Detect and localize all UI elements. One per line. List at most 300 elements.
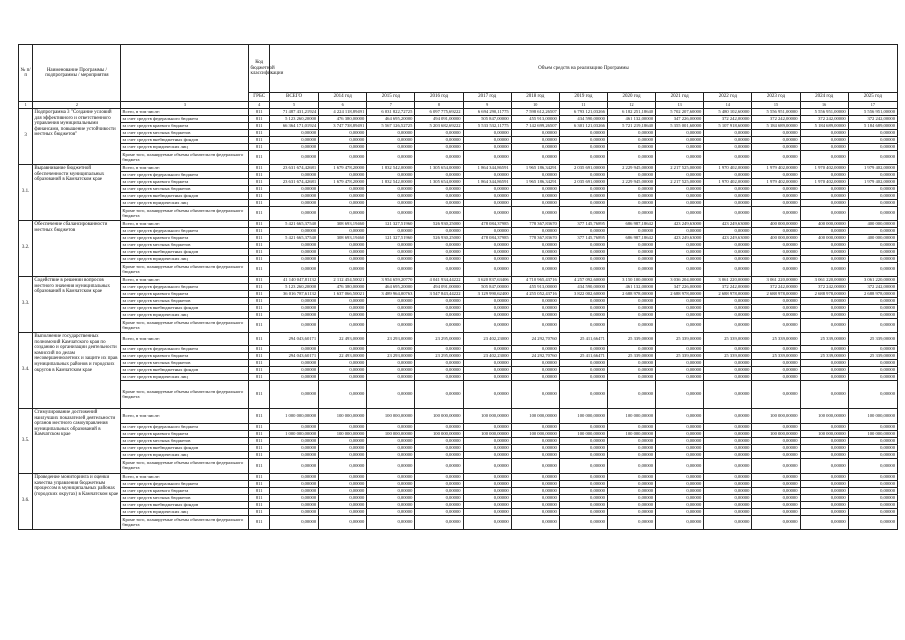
value-year: 0,00000 (511, 381, 559, 409)
value-year: 0,00000 (656, 509, 704, 516)
grbs-code: 811 (249, 109, 269, 116)
value-year: 377 145,76895 (559, 235, 607, 242)
value-year: 0,00000 (800, 193, 848, 200)
row-number: 3.6. (19, 474, 33, 530)
value-year: 100 000,00000 (800, 409, 848, 424)
value-year: 2 035 691,00000 (559, 165, 607, 172)
grbs-code: 811 (249, 151, 269, 165)
value-year: 0,00000 (511, 137, 559, 144)
value-year: 0,00000 (415, 438, 463, 445)
table-row (19, 509, 898, 516)
value-year: 2 229 945,00000 (607, 165, 655, 172)
value-year: 2 688 978,00000 (800, 291, 848, 298)
grbs-code: 811 (249, 291, 269, 298)
funding-source: за счет средств внебюджетных фондов (121, 137, 249, 144)
value-year: 3 129 990,62400 (463, 291, 511, 298)
value-year: 0,00000 (319, 312, 367, 319)
value-year: 0,00000 (752, 381, 800, 409)
value-year: 0,00000 (800, 228, 848, 235)
value-year: 0,00000 (704, 228, 752, 235)
value-year: 0,00000 (752, 346, 800, 353)
value-year: 0,00000 (559, 438, 607, 445)
value-year: 0,00000 (559, 424, 607, 431)
value-year: 0,00000 (559, 200, 607, 207)
value-year: 100 000,00000 (415, 431, 463, 438)
value-year: 2 688 978,00000 (848, 291, 897, 298)
header-year: 2020 год (607, 93, 655, 102)
value-year: 372 242,00000 (704, 284, 752, 291)
value-year: 0,00000 (511, 312, 559, 319)
value-year: 25 339,00000 (656, 333, 704, 346)
value-year: 0,00000 (848, 452, 897, 459)
value-year: 476 380,00000 (319, 284, 367, 291)
value-year: 0,00000 (463, 516, 511, 530)
value-total: 0,00000 (269, 172, 318, 179)
grbs-code: 811 (249, 179, 269, 186)
header-year: 2024 год (800, 93, 848, 102)
value-year: 0,00000 (607, 249, 655, 256)
value-year: 0,00000 (800, 438, 848, 445)
value-year: 0,00000 (800, 452, 848, 459)
value-year: 100 000,00000 (319, 409, 367, 424)
value-year: 0,00000 (848, 488, 897, 495)
value-year: 0,00000 (559, 346, 607, 353)
value-year: 0,00000 (607, 144, 655, 151)
value-year: 0,00000 (607, 452, 655, 459)
funding-source: Всего, в том числе: (121, 333, 249, 346)
value-total: 0,00000 (269, 509, 318, 516)
value-year: 0,00000 (415, 193, 463, 200)
value-year: 0,00000 (463, 228, 511, 235)
value-year: 400 000,00000 (848, 221, 897, 228)
value-total: 0,00000 (269, 305, 318, 312)
value-year: 1 965 186,34291 (511, 165, 559, 172)
value-year: 0,00000 (559, 474, 607, 481)
value-year: 372 242,00000 (800, 116, 848, 123)
value-year: 3 954 659,20770 (367, 277, 415, 284)
value-year: 3 061 220,00000 (704, 277, 752, 284)
value-year: 0,00000 (415, 151, 463, 165)
value-year: 0,00000 (319, 200, 367, 207)
value-year: 0,00000 (848, 256, 897, 263)
value-year: 455 913,00000 (511, 284, 559, 291)
column-number: 16 (800, 102, 848, 109)
table-row (19, 221, 898, 228)
value-year: 0,00000 (752, 424, 800, 431)
funding-source: за счет средств внебюджетных фондов (121, 445, 249, 452)
table-row (19, 474, 898, 481)
value-year: 100 000,00000 (559, 409, 607, 424)
value-year: 0,00000 (463, 263, 511, 277)
value-total: 0,00000 (269, 207, 318, 221)
value-year: 5 107 918,60000 (704, 123, 752, 130)
funding-source: за счет средств юридических лиц (121, 312, 249, 319)
value-year: 0,00000 (319, 424, 367, 431)
value-year: 22 493,00000 (319, 353, 367, 360)
grbs-code: 811 (249, 481, 269, 488)
value-year: 372 242,00000 (752, 284, 800, 291)
value-year: 23 293,00000 (367, 333, 415, 346)
value-year: 0,00000 (752, 193, 800, 200)
value-year: 0,00000 (511, 207, 559, 221)
header-year: 2015 год (367, 93, 415, 102)
value-year: 1 864 344,86591 (463, 179, 511, 186)
table-row (19, 481, 898, 488)
funding-source: за счет средств юридических лиц (121, 374, 249, 381)
value-year: 0,00000 (463, 207, 511, 221)
value-year: 0,00000 (415, 130, 463, 137)
table-row (19, 200, 898, 207)
value-year: 1 979 402,00000 (752, 179, 800, 186)
grbs-code: 811 (249, 144, 269, 151)
value-year: 0,00000 (463, 474, 511, 481)
value-year: 3 489 964,00763 (367, 291, 415, 298)
value-year: 0,00000 (848, 151, 897, 165)
value-year: 6 301 121,03266 (559, 123, 607, 130)
grbs-code: 811 (249, 256, 269, 263)
value-year: 0,00000 (415, 207, 463, 221)
value-year: 0,00000 (511, 360, 559, 367)
grbs-code: 811 (249, 305, 269, 312)
header-kbk: Код бюджетной классификации (249, 45, 269, 93)
value-year: 461 132,00000 (607, 284, 655, 291)
value-year: 0,00000 (511, 374, 559, 381)
grbs-code: 811 (249, 381, 269, 409)
value-year: 478 084,37985 (463, 235, 511, 242)
value-year: 0,00000 (607, 360, 655, 367)
value-year: 0,00000 (848, 474, 897, 481)
value-year: 0,00000 (463, 151, 511, 165)
value-year: 0,00000 (704, 207, 752, 221)
value-year: 434 590,00000 (559, 116, 607, 123)
column-number: 11 (559, 102, 607, 109)
value-year: 0,00000 (511, 193, 559, 200)
grbs-code: 811 (249, 172, 269, 179)
value-year: 1 305 654,00000 (415, 179, 463, 186)
funding-source: Кроме того, планируемые объемы обязательств федерального бюджета (121, 263, 249, 277)
grbs-code: 811 (249, 242, 269, 249)
value-year: 0,00000 (656, 516, 704, 530)
value-year: 461 132,00000 (607, 116, 655, 123)
value-year: 0,00000 (319, 495, 367, 502)
value-year: 5 533 532,11775 (463, 123, 511, 130)
value-year: 100 000,00000 (415, 409, 463, 424)
value-year: 0,00000 (607, 298, 655, 305)
value-year: 0,00000 (367, 305, 415, 312)
value-year: 347 226,00000 (656, 116, 704, 123)
value-year: 0,00000 (752, 298, 800, 305)
grbs-code: 811 (249, 193, 269, 200)
value-year: 0,00000 (367, 130, 415, 137)
value-year: 494 091,00000 (415, 284, 463, 291)
value-year: 0,00000 (559, 305, 607, 312)
value-year: 0,00000 (319, 360, 367, 367)
table-row (19, 346, 898, 353)
value-year: 0,00000 (800, 144, 848, 151)
value-year: 121 327,51960 (367, 221, 415, 228)
value-year: 25 339,00000 (704, 353, 752, 360)
table-row (19, 165, 898, 172)
value-total: 66 364 171,01924 (269, 123, 318, 130)
value-year: 0,00000 (415, 172, 463, 179)
value-year: 400 000,00000 (752, 235, 800, 242)
column-number: 9 (463, 102, 511, 109)
value-year: 0,00000 (656, 452, 704, 459)
value-year: 0,00000 (415, 144, 463, 151)
value-year: 0,00000 (607, 445, 655, 452)
value-total: 0,00000 (269, 249, 318, 256)
value-year: 25 339,00000 (848, 353, 897, 360)
value-year: 0,00000 (319, 298, 367, 305)
value-year: 0,00000 (704, 298, 752, 305)
funding-source: Всего, в том числе: (121, 165, 249, 172)
value-year: 0,00000 (656, 263, 704, 277)
value-year: 0,00000 (848, 502, 897, 509)
value-year: 0,00000 (511, 367, 559, 374)
value-year: 25 339,00000 (800, 333, 848, 346)
value-year: 0,00000 (704, 431, 752, 438)
grbs-code: 811 (249, 319, 269, 333)
value-year: 0,00000 (511, 474, 559, 481)
value-year: 478 084,37985 (463, 221, 511, 228)
value-year: 4 255 052,43716 (511, 291, 559, 298)
grbs-code: 811 (249, 284, 269, 291)
value-year: 0,00000 (559, 481, 607, 488)
value-year: 23 295,00000 (415, 333, 463, 346)
value-year: 0,00000 (463, 200, 511, 207)
value-year: 0,00000 (319, 137, 367, 144)
value-year: 0,00000 (752, 516, 800, 530)
value-year: 25 411,66471 (559, 353, 607, 360)
value-year: 0,00000 (367, 509, 415, 516)
value-year: 4 710 965,43716 (511, 277, 559, 284)
value-year: 0,00000 (463, 509, 511, 516)
value-year: 0,00000 (367, 193, 415, 200)
value-year: 0,00000 (704, 481, 752, 488)
value-year: 0,00000 (367, 474, 415, 481)
value-year: 0,00000 (415, 249, 463, 256)
value-year: 0,00000 (511, 130, 559, 137)
value-year: 4 257 092,60000 (559, 277, 607, 284)
table-row (19, 488, 898, 495)
value-year: 100 000,00000 (463, 431, 511, 438)
grbs-code: 811 (249, 333, 269, 346)
value-year: 0,00000 (559, 488, 607, 495)
value-year: 476 380,00000 (319, 116, 367, 123)
value-year: 0,00000 (848, 445, 897, 452)
value-year: 0,00000 (463, 445, 511, 452)
value-year: 0,00000 (607, 186, 655, 193)
value-total: 0,00000 (269, 256, 318, 263)
value-year: 0,00000 (656, 130, 704, 137)
value-year: 0,00000 (367, 186, 415, 193)
value-year: 0,00000 (800, 256, 848, 263)
value-year: 5 702 207,60000 (656, 109, 704, 116)
value-year: 1 679 478,20000 (319, 179, 367, 186)
column-number: 8 (415, 102, 463, 109)
table-row (19, 172, 898, 179)
value-year: 400 000,00000 (752, 221, 800, 228)
value-year: 0,00000 (559, 242, 607, 249)
table-row (19, 207, 898, 221)
value-year: 0,00000 (656, 137, 704, 144)
column-number: 2 (33, 102, 121, 109)
table-row (19, 193, 898, 200)
value-year: 464 695,20000 (367, 284, 415, 291)
grbs-code: 811 (249, 235, 269, 242)
funding-source: за счет средств федерального бюджета (121, 116, 249, 123)
value-year: 0,00000 (752, 474, 800, 481)
funding-source: Кроме того, планируемые объемы обязательств федерального бюджета (121, 459, 249, 474)
value-year: 0,00000 (656, 319, 704, 333)
table-row (19, 409, 898, 424)
value-year: 0,00000 (511, 298, 559, 305)
value-year: 0,00000 (848, 374, 897, 381)
table-row (19, 367, 898, 374)
value-year: 0,00000 (607, 305, 655, 312)
value-year: 25 339,00000 (752, 353, 800, 360)
value-year: 0,00000 (656, 381, 704, 409)
value-year: 0,00000 (607, 207, 655, 221)
value-year: 0,00000 (800, 481, 848, 488)
value-year: 0,00000 (367, 424, 415, 431)
header-year: 2023 год (752, 93, 800, 102)
column-number: 3 (121, 102, 249, 109)
value-year: 505 847,00000 (463, 284, 511, 291)
value-year: 0,00000 (511, 144, 559, 151)
value-year: 3 061 220,00000 (752, 277, 800, 284)
funding-source: за счет средств юридических лиц (121, 256, 249, 263)
row-number: 3.1. (19, 165, 33, 221)
value-total: 294 043,60171 (269, 333, 318, 346)
value-year: 0,00000 (800, 516, 848, 530)
value-year: 0,00000 (367, 367, 415, 374)
value-year: 0,00000 (752, 374, 800, 381)
value-year: 0,00000 (752, 509, 800, 516)
value-year: 0,00000 (656, 144, 704, 151)
value-year: 0,00000 (319, 509, 367, 516)
value-year: 100 000,00000 (848, 409, 897, 424)
funding-source: за счет средств краевого бюджета (121, 431, 249, 438)
grbs-code: 811 (249, 200, 269, 207)
table-row (19, 137, 898, 144)
value-year: 2 217 525,00000 (656, 165, 704, 172)
value-year: 1 979 402,00000 (752, 165, 800, 172)
value-year: 0,00000 (848, 207, 897, 221)
value-year: 0,00000 (463, 367, 511, 374)
value-year: 0,00000 (704, 144, 752, 151)
value-total: 0,00000 (269, 312, 318, 319)
value-year: 0,00000 (367, 360, 415, 367)
value-year: 3 036 204,00000 (656, 277, 704, 284)
value-year: 0,00000 (367, 488, 415, 495)
value-year: 2 688 978,00000 (752, 291, 800, 298)
funding-source: Кроме того, планируемые объемы обязательств федерального бюджета (121, 516, 249, 530)
grbs-code: 811 (249, 516, 269, 530)
value-year: 3 620 837,63406 (463, 277, 511, 284)
value-year: 0,00000 (607, 172, 655, 179)
value-year: 0,00000 (319, 228, 367, 235)
value-year: 0,00000 (656, 228, 704, 235)
value-year: 3 061 220,00000 (848, 277, 897, 284)
value-year: 25 339,00000 (607, 353, 655, 360)
value-year: 308 693,19460 (319, 221, 367, 228)
funding-source: за счет средств федерального бюджета (121, 172, 249, 179)
value-year: 400 000,00000 (848, 235, 897, 242)
value-year: 0,00000 (752, 438, 800, 445)
value-year: 0,00000 (463, 144, 511, 151)
value-year: 0,00000 (463, 242, 511, 249)
row-number: 3 (19, 109, 33, 165)
value-year: 0,00000 (704, 438, 752, 445)
value-year: 778 367,83670 (511, 235, 559, 242)
value-year: 25 411,66471 (559, 333, 607, 346)
value-year: 0,00000 (800, 130, 848, 137)
value-year: 0,00000 (511, 186, 559, 193)
value-year: 0,00000 (800, 424, 848, 431)
budget-table (18, 44, 898, 530)
value-year: 0,00000 (559, 207, 607, 221)
value-year: 0,00000 (656, 488, 704, 495)
grbs-code: 811 (249, 459, 269, 474)
value-year: 25 339,00000 (704, 333, 752, 346)
value-year: 0,00000 (800, 151, 848, 165)
value-year: 0,00000 (511, 481, 559, 488)
value-year: 400 000,00000 (800, 221, 848, 228)
value-year: 0,00000 (607, 256, 655, 263)
grbs-code: 811 (249, 130, 269, 137)
value-year: 0,00000 (415, 360, 463, 367)
value-year: 0,00000 (559, 367, 607, 374)
value-year: 0,00000 (367, 438, 415, 445)
value-year: 0,00000 (319, 374, 367, 381)
value-year: 0,00000 (607, 319, 655, 333)
value-year: 0,00000 (367, 228, 415, 235)
value-total: 0,00000 (269, 360, 318, 367)
value-year: 0,00000 (367, 263, 415, 277)
value-year: 0,00000 (559, 186, 607, 193)
program-name: Проведение мониторинга и оценки качества управления бюджетным процессом в муниципальных районах (городских округах) в Камчатском крае (33, 474, 121, 530)
table-row (19, 445, 898, 452)
funding-source: за счет средств местных бюджетов (121, 186, 249, 193)
value-year: 0,00000 (752, 151, 800, 165)
value-year: 0,00000 (704, 256, 752, 263)
value-year: 0,00000 (752, 263, 800, 277)
value-year: 0,00000 (704, 459, 752, 474)
grbs-code: 811 (249, 438, 269, 445)
funding-source: за счет средств юридических лиц (121, 452, 249, 459)
value-year: 0,00000 (704, 151, 752, 165)
value-year: 2 688 978,00000 (656, 291, 704, 298)
value-year: 0,00000 (559, 298, 607, 305)
value-year: 0,00000 (800, 298, 848, 305)
value-year: 0,00000 (656, 242, 704, 249)
value-year: 0,00000 (704, 474, 752, 481)
value-total: 0,00000 (269, 424, 318, 431)
header-year: 2025 год (848, 93, 897, 102)
value-year: 0,00000 (367, 207, 415, 221)
value-year: 24 292,70760 (511, 353, 559, 360)
value-year: 100 000,00000 (848, 431, 897, 438)
value-year: 0,00000 (848, 130, 897, 137)
funding-source: за счет средств юридических лиц (121, 200, 249, 207)
value-year: 23 293,00000 (367, 353, 415, 360)
value-year: 0,00000 (415, 305, 463, 312)
value-total: 0,00000 (269, 474, 318, 481)
grbs-code: 811 (249, 312, 269, 319)
value-year: 0,00000 (752, 249, 800, 256)
value-year: 0,00000 (319, 452, 367, 459)
